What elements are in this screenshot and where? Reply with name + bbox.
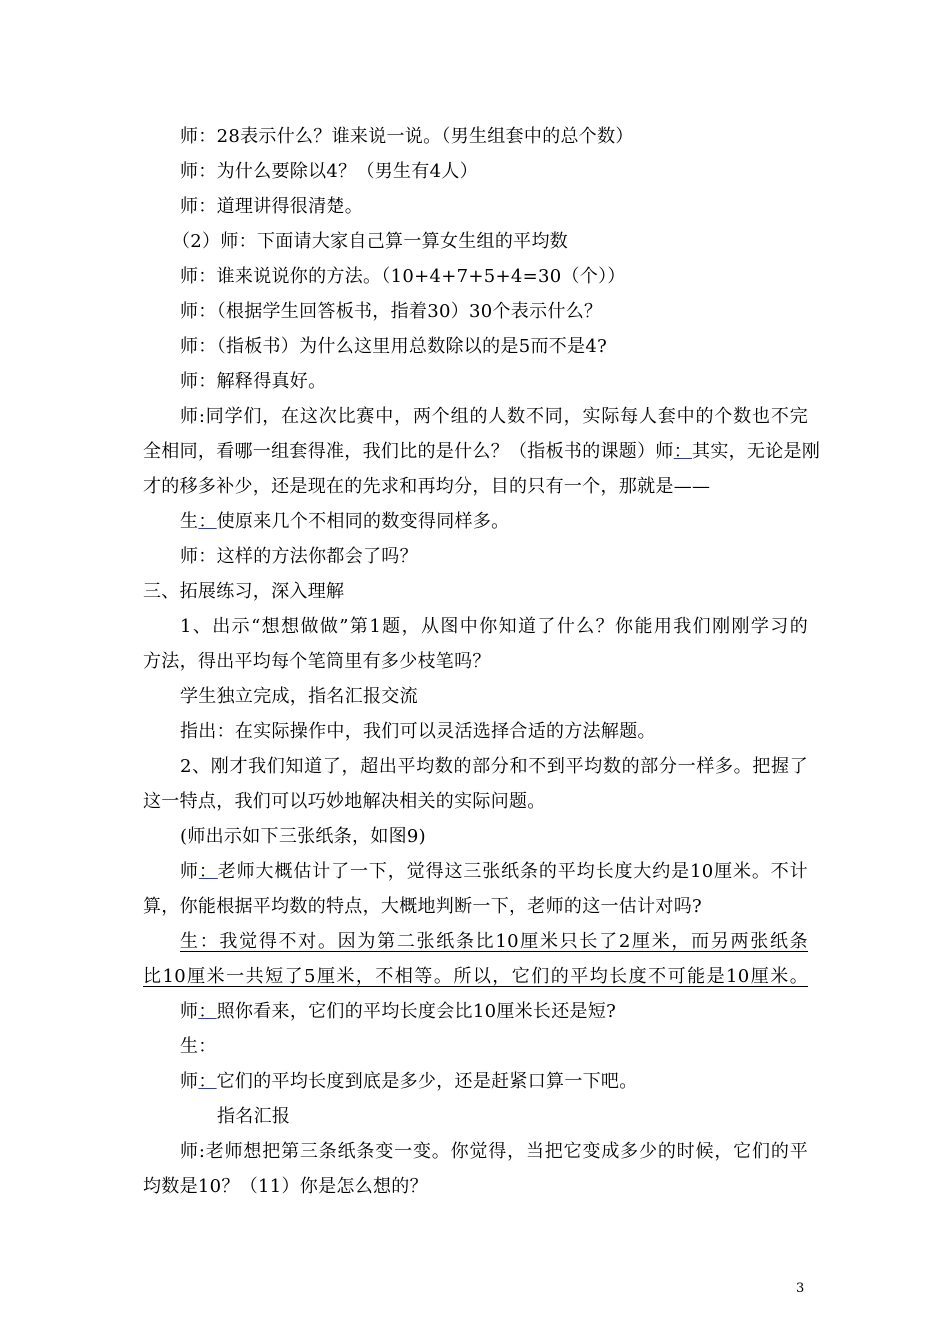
text-line-18: 2、刚才我们知道了，超出平均数的部分和不到平均数的部分一样多。把握了 (180, 756, 808, 777)
text-line-3: 师：道理讲得很清楚。 (180, 196, 363, 217)
text-line-26: 指名汇报 (217, 1106, 291, 1127)
underlined-answer-line-2: 比10厘米一共短了5厘米，不相等。所以，它们的平均长度不可能是10厘米。 (143, 966, 808, 987)
text-line-27: 师:老师想把第三条纸条变一变。你觉得，当把它变成多少的时候，它们的平 (180, 1141, 808, 1162)
text-line-19: 这一特点，我们可以巧妙地解决相关的实际问题。 (143, 791, 546, 812)
text-line-6: 师：（根据学生回答板书，指着30）30个表示什么？ (180, 301, 603, 322)
text-line-13: 师：这样的方法你都会了吗？ (180, 546, 418, 567)
text-line-4: （2）师：下面请大家自己算一算女生组的平均数 (172, 231, 569, 252)
text-line-25: 师：它们的平均长度到底是多少，还是赶紧口算一下吧。 (180, 1071, 638, 1092)
text-line-10: 全相同，看哪一组套得准，我们比的是什么？（指板书的课题）师：其实，无论是刚 (143, 441, 821, 462)
text-line-5: 师：谁来说说你的方法。（10+4+7+5+4=30（个）） (180, 266, 626, 287)
page-number: 3 (796, 1281, 805, 1296)
text-line-1: 师：28表示什么？谁来说一说。（男生组套中的总个数） (180, 126, 634, 147)
section-heading: 三、拓展练习，深入理解 (143, 581, 345, 602)
text-line-28: 均数是10？（11）你是怎么想的？ (143, 1176, 428, 1197)
text-line-12: 生：使原来几个不相同的数变得同样多。 (180, 511, 510, 532)
text-line-8: 师：解释得真好。 (180, 371, 327, 392)
text-line-24: 生： (180, 1036, 217, 1057)
text-line-7: 师：（指板书）为什么这里用总数除以的是5而不是4? (180, 336, 608, 357)
text-line-2: 师：为什么要除以4？（男生有4人） (180, 161, 479, 182)
text-line-14: 1、出示“想想做做”第1题，从图中你知道了什么？你能用我们刚刚学习的 (180, 616, 808, 637)
text-line-17: 指出：在实际操作中，我们可以灵活选择合适的方法解题。 (180, 721, 656, 742)
text-line-20: (师出示如下三张纸条，如图9) (180, 826, 426, 847)
text-line-21: 师：老师大概估计了一下，觉得这三张纸条的平均长度大约是10厘米。不计 (180, 861, 808, 882)
text-line-9: 师:同学们，在这次比赛中，两个组的人数不同，实际每人套中的个数也不完 (180, 406, 808, 427)
text-line-23: 师：照你看来，它们的平均长度会比10厘米长还是短? (180, 1001, 617, 1022)
underlined-answer-line-1: 生：我觉得不对。因为第二张纸条比10厘米只长了2厘米，而另两张纸条 (180, 931, 808, 952)
text-line-16: 学生独立完成，指名汇报交流 (180, 686, 418, 707)
text-line-22: 算，你能根据平均数的特点，大概地判断一下，老师的这一估计对吗? (143, 896, 702, 917)
text-line-15: 方法，得出平均每个笔筒里有多少枝笔吗？ (143, 651, 491, 672)
text-line-11: 才的移多补少，还是现在的先求和再均分，目的只有一个，那就是—— (143, 476, 711, 497)
